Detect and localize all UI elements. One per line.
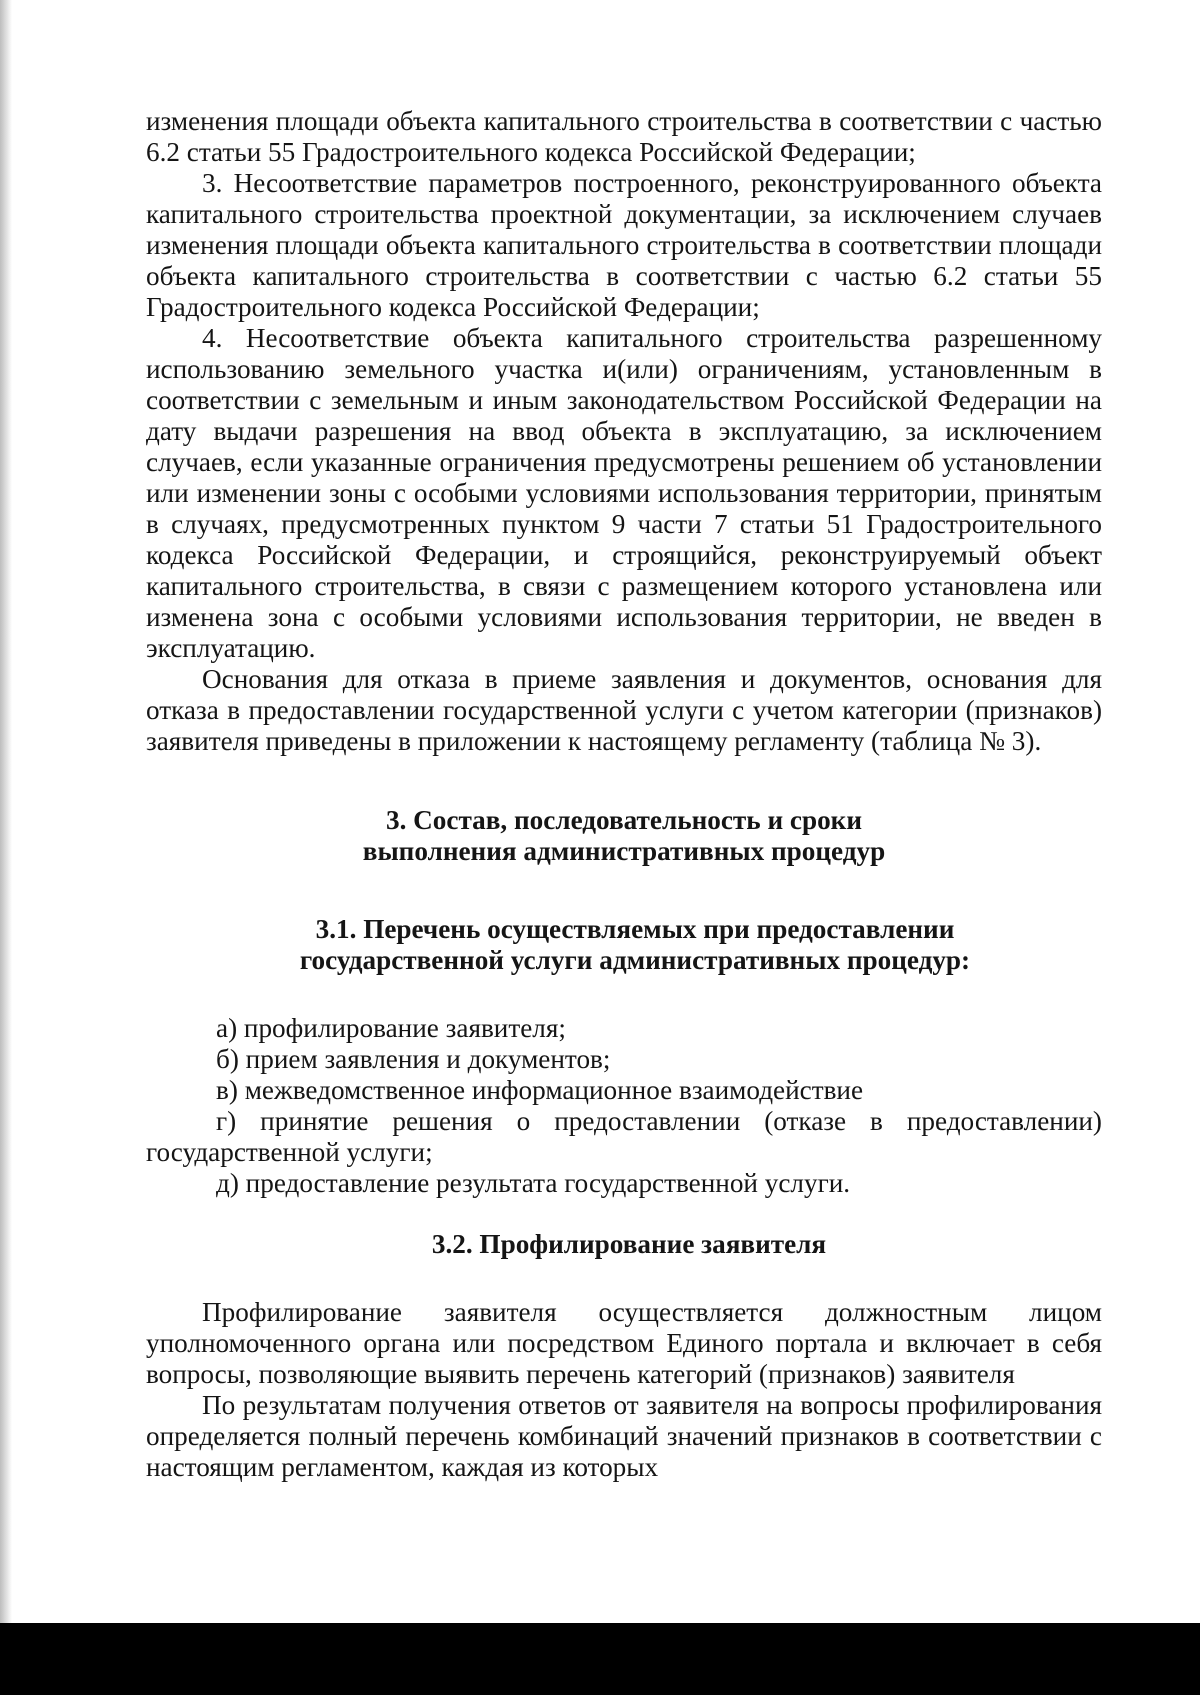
paragraph-continuation: изменения площади объекта капитального строительства в соответствии с частью 6.2 статьи 55 Градостроительного кодекса Российской Федерации; [146, 106, 1102, 167]
paragraph-refusal-grounds: Основания для отказа в приеме заявления и документов, основания для отказа в предоставлении государственной услуги с учетом категории (признаков) заявителя приведены в приложении к настоящему регламенту (таблица № 3). [146, 664, 1102, 756]
scan-left-edge-shadow [0, 0, 12, 1695]
paragraph-item-4: 4. Несоответствие объекта капитального строительства разрешенному использованию земельного участка и(или) ограничениям, установленным в соответствии с земельным и иным законодательством Российской Федерации на дату выдачи разрешения на ввод объекта в эксплуатацию, за исключением случаев, если указанные ограничения предусмотрены решением об установлении или изменении зоны с особыми условиями использования территории, принятым в случаях, предусмотренных пунктом 9 части 7 статьи 51 Градостроительного кодекса Российской Федерации, и строящийся, реконструируемый объект капитального строительства, в связи с размещением которого установлена или изменена зона с особыми условиями использования территории, не введен в эксплуатацию. [146, 323, 1102, 663]
section-3-1-heading-line-2: государственной услуги административных процедур: [299, 945, 971, 975]
section-3-heading-line-1: 3. Состав, последовательность и сроки [385, 805, 863, 835]
paragraph-profiling-results: По результатам получения ответов от заявителя на вопросы профилирования определяется полный перечень комбинаций значений признаков в соответствии с настоящим регламентом, каждая из которых [146, 1390, 1102, 1482]
procedure-item-v: в) межведомственное информационное взаимодействие [216, 1075, 864, 1105]
section-3-2-heading: 3.2. Профилирование заявителя [431, 1229, 827, 1259]
scan-bottom-black-band [0, 1623, 1200, 1695]
procedure-item-a: а) профилирование заявителя; [216, 1013, 566, 1043]
procedure-item-g: г) принятие решения о предоставлении (отказе в предоставлении) государственной услуги; [146, 1106, 1102, 1167]
procedure-item-b: б) прием заявления и документов; [216, 1044, 611, 1074]
section-3-heading [146, 805, 1102, 867]
section-3-1-heading-line-1: 3.1. Перечень осуществляемых при предоставлении [315, 914, 955, 944]
procedure-item-d: д) предоставление результата государственной услуги. [216, 1168, 851, 1198]
section-3-1-heading [146, 914, 1102, 976]
document-page [146, 106, 1102, 1483]
paragraph-item-3: 3. Несоответствие параметров построенного, реконструированного объекта капитального строительства проектной документации, за исключением случаев изменения площади объекта капитального строительства в соответствии площади объекта капитального строительства в соответствии с частью 6.2 статьи 55 Градостроительного кодекса Российской Федерации; [146, 168, 1102, 322]
section-3-heading-line-2: выполнения административных процедур [362, 836, 886, 866]
paragraph-profiling: Профилирование заявителя осуществляется должностным лицом уполномоченного органа или посредством Единого портала и включает в себя вопросы, позволяющие выявить перечень категорий (признаков) заявителя [146, 1297, 1102, 1389]
